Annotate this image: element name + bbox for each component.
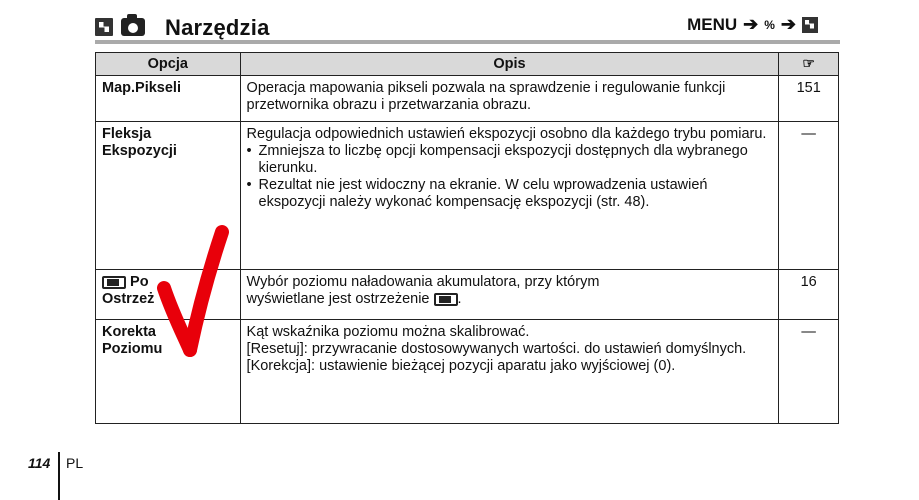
option-label-line: Korekta bbox=[102, 324, 156, 340]
column-header-description: Opis bbox=[240, 53, 779, 76]
language-code: PL bbox=[66, 455, 84, 471]
description-cell: Operacja mapowania pikseli pozwala na sprawdzenie i regulowanie funkcji przetwornika obrazu i przetwarzania obrazu. bbox=[240, 76, 779, 122]
description-text: wyświetlane jest ostrzeżenie bbox=[246, 291, 430, 307]
page-ref-cell: 151 bbox=[779, 76, 839, 122]
bullet-text: Rezultat nie jest widoczny na ekranie. W celu wprowadzenia ustawień ekspozycji należy wykonać kompensację ekspozycji (str. 48). bbox=[258, 177, 708, 210]
section-title: Narzędzia bbox=[165, 15, 270, 40]
bullet-text: Zmniejsza to liczbę opcji kompensacji ekspozycji dostępnych dla wybranego kierunku. bbox=[258, 143, 748, 176]
bullet-icon: • bbox=[246, 143, 252, 159]
column-header-option: Opcja bbox=[96, 53, 241, 76]
bullet-icon: • bbox=[246, 177, 252, 193]
description-line: wyświetlane jest ostrzeżenie . bbox=[246, 291, 462, 307]
menu-label: MENU bbox=[687, 14, 738, 34]
option-label-line: Poziomu bbox=[102, 341, 163, 357]
annotation-stroke bbox=[164, 288, 190, 350]
page-ref-cell: 16 bbox=[779, 270, 839, 320]
arrow-right-icon: ➔ bbox=[780, 14, 796, 34]
description-intro: Regulacja odpowiednich ustawień ekspozycji osobno dla każdego trybu pomiaru. bbox=[246, 126, 767, 142]
description-line: Wybór poziomu naładowania akumulatora, przy którym bbox=[246, 274, 600, 290]
hand-pointer-icon: ☞ bbox=[802, 55, 815, 71]
description-line: Kąt wskaźnika poziomu można skalibrować. bbox=[246, 324, 530, 340]
page-number: 114 bbox=[28, 455, 51, 471]
custom-menu-icon: % bbox=[764, 17, 775, 32]
description-line: [Korekcja]: ustawienie bieżącej pozycji aparatu jako wyjściowej (0). bbox=[246, 358, 676, 374]
page-ref-cell: — bbox=[779, 122, 839, 270]
footer-divider bbox=[58, 452, 60, 500]
option-label-line: Fleksja bbox=[102, 126, 152, 142]
page-ref-cell: — bbox=[779, 320, 839, 424]
arrow-right-icon: ➔ bbox=[743, 14, 759, 34]
description-line: [Resetuj]: przywracanie dostosowywanych wartości. do ustawień domyślnych. bbox=[246, 341, 747, 357]
option-label-line: Ostrzeż bbox=[102, 291, 155, 307]
option-label-fragment: Po bbox=[130, 274, 149, 290]
annotation-stroke bbox=[190, 232, 222, 350]
option-cell: Map.Pikseli bbox=[96, 76, 241, 122]
option-label-line: Ekspozycji bbox=[102, 143, 177, 159]
